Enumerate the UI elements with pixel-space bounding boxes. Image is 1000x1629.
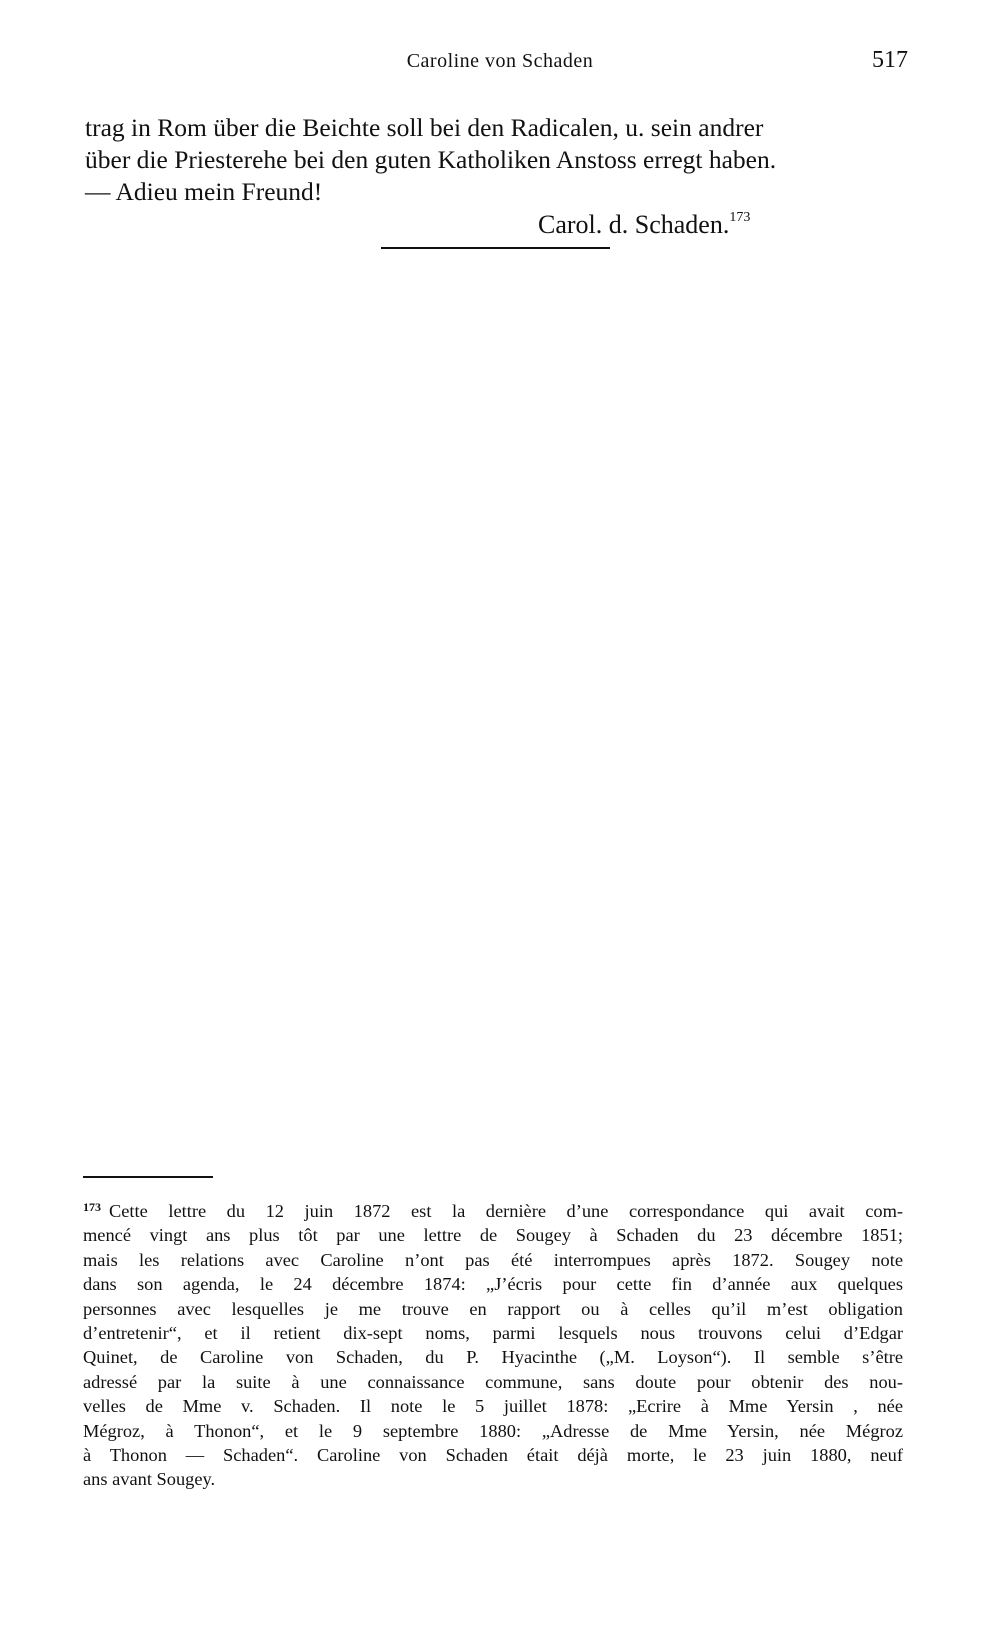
footnote <box>83 1195 903 1492</box>
page-number: 517 <box>872 47 908 73</box>
footnote-line-text: Cette lettre du 12 juin 1872 est la dernière d’une correspondance qui avait com- <box>109 1201 903 1221</box>
footnote-marker: 173 <box>83 1200 101 1214</box>
footnote-line: d’entretenir“, et il retient dix-sept noms, parmi lesquels nous trouvons celui d’Edgar <box>83 1323 903 1344</box>
running-head: Caroline von Schaden <box>406 50 594 72</box>
letter-line: über die Priesterehe bei den guten Katholiken Anstoss erregt haben. <box>85 145 777 174</box>
letter-line: — Adieu mein Freund! <box>85 177 323 206</box>
footnote-line: mais les relations avec Caroline n’ont pas été interrompues après 1872. Sougey note <box>83 1249 903 1270</box>
footnote-line <box>83 1195 903 1223</box>
footnote-line: Quinet, de Caroline von Schaden, du P. Hyacinthe („M. Loyson“). Il semble s’être <box>83 1347 903 1368</box>
footnote-line: Mégroz, à Thonon“, et le 9 septembre 1880: „Adresse de Mme Yersin, née Mégroz <box>83 1420 903 1441</box>
footnote-line: adressé par la suite à une connaissance commune, sans doute pour obtenir des nou- <box>83 1371 903 1392</box>
footnote-line: mencé vingt ans plus tôt par une lettre de Sougey à Schaden du 23 décembre 1851; <box>83 1225 903 1246</box>
footnote-line: personnes avec lesquelles je me trouve en rapport ou à celles qu’il m’est obligation <box>83 1298 903 1319</box>
footnote-reference: 173 <box>729 210 751 225</box>
signature-text: Carol. d. Schaden. <box>538 210 730 239</box>
footnote-line: à Thonon — Schaden“. Caroline von Schaden était déjà morte, le 23 juin 1880, neuf <box>83 1445 903 1466</box>
separator-rule <box>381 247 610 249</box>
footnote-line: ans avant Sougey. <box>83 1469 216 1490</box>
footnote-rule <box>83 1176 213 1178</box>
footnote-line: velles de Mme v. Schaden. Il note le 5 juillet 1878: „Ecrire à Mme Yersin , née <box>83 1396 903 1417</box>
letter-body <box>85 112 905 208</box>
letter-line: trag in Rom über die Beichte soll bei den Radicalen, u. sein andrer <box>85 113 764 142</box>
footnote-line: dans son agenda, le 24 décembre 1874: „J’écris pour cette fin d’année aux quelques <box>83 1274 903 1295</box>
signature <box>538 210 750 240</box>
